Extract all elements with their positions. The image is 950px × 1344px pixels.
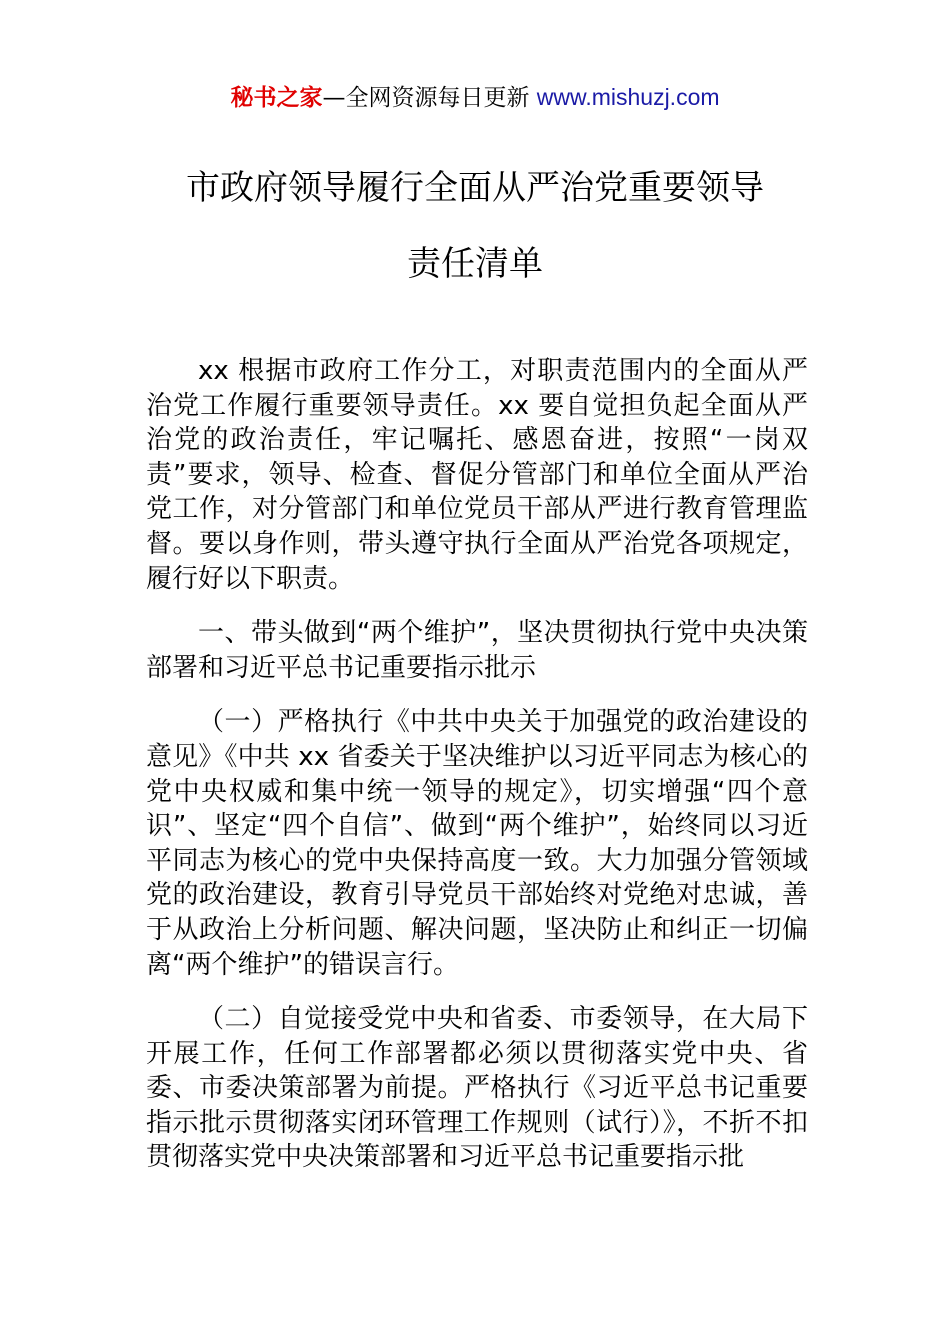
- document-body: [146, 354, 808, 1175]
- body-paragraph-section-heading: 一、带头做到“两个维护”，坚决贯彻执行党中央决策部署和习近平总书记重要指示批示: [146, 618, 808, 683]
- body-paragraph-item-1: （一）严格执行《中共中央关于加强党的政治建设的意见》《中共 xx 省委关于坚决维护以习近平同志为核心的党中央权威和集中统一领导的规定》，切实增强“四个意识”、坚定“四个自信”、做到“两个维护”，始终同以习近平同志为核心的党中央保持高度一致。大力加强分管领域党的政治建设，教育引导党员干部始终对党绝对忠诚，善于从政治上分析问题、解决问题，坚决防止和纠正一切偏离“两个维护”的错误言行。: [146, 707, 808, 980]
- site-url-link[interactable]: www.mishuzj.com: [536, 84, 720, 110]
- body-paragraph-item-2: （二）自觉接受党中央和省委、市委领导，在大局下开展工作，任何工作部署都必须以贯彻落实党中央、省委、市委决策部署为前提。严格执行《习近平总书记重要指示批示贯彻落实闭环管理工作规则（试行）》，不折不扣贯彻落实党中央决策部署和习近平总书记重要指示批: [146, 1004, 808, 1173]
- site-header: [0, 80, 950, 115]
- site-tagline: —全网资源每日更新: [322, 85, 537, 111]
- document-title: [100, 150, 850, 302]
- site-brand: 秘书之家: [230, 85, 323, 111]
- document-title-line-2: 责任清单: [407, 244, 543, 284]
- document-title-line-1: 市政府领导履行全面从严治党重要领导: [186, 168, 764, 208]
- body-paragraph-intro: xx 根据市政府工作分工，对职责范围内的全面从严治党工作履行重要领导责任。xx 要自觉担负起全面从严治党的政治责任，牢记嘱托、感恩奋进，按照“一岗双责”要求，领导、检查、督促分管部门和单位全面从严治党工作，对分管部门和单位党员干部从严进行教育管理监督。要以身作则，带头遵守执行全面从严治党各项规定，履行好以下职责。: [146, 356, 808, 594]
